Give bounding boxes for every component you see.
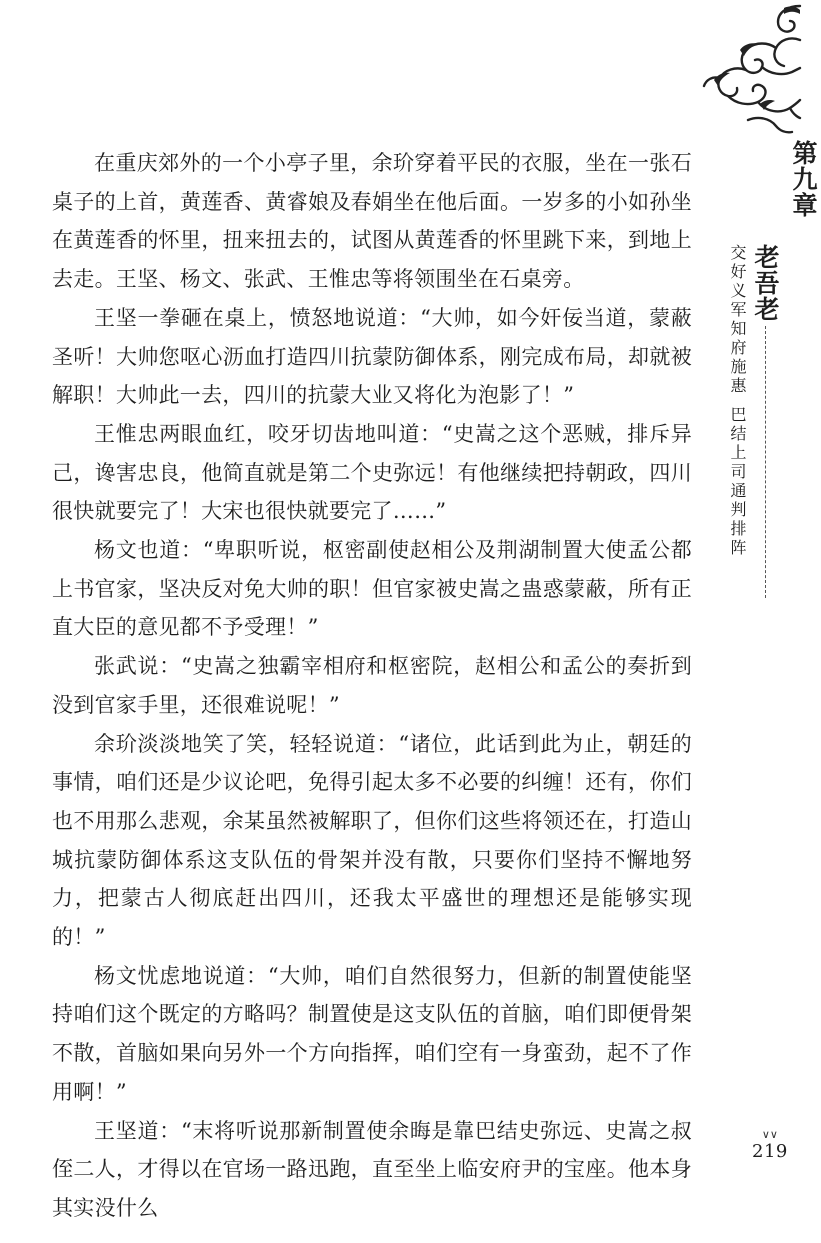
paragraph: 张武说：“史嵩之独霸宰相府和枢密院，赵相公和孟公的奏折到没到官家手里，还很难说呢！” <box>52 654 692 717</box>
paragraph: 在重庆郊外的一个小亭子里，余玠穿着平民的衣服，坐在一张石桌子的上首，黄莲香、黄睿娘及春娟坐在他后面。一岁多的小如孙坐在黄莲香的怀里，扭来扭去的，试图从黄莲香的怀里跳下来，到地上去走。王坚、杨文、张武、王惟忠等将领围坐在石桌旁。 <box>52 151 692 292</box>
paragraph: 余玠淡淡地笑了笑，轻轻说道：“诸位，此话到此为止，朝廷的事情，咱们还是少议论吧，免得引起太多不必要的纠缠！还有，你们也不用那么悲观，余某虽然被解职了，但你们这些将领还在，打造山城抗蒙防御体系这支队伍的骨架并没有散，只要你们坚持不懈地努力，把蒙古人彻底赶出四川，还我太平盛世的理想还是能够实现的！” <box>52 731 692 950</box>
chapter-number: 第九章 <box>789 140 818 218</box>
paragraph: 杨文也道：“卑职听说，枢密副使赵相公及荆湖制置大使孟公都上书官家，坚决反对免大帅的职！但官家被史嵩之蛊惑蒙蔽，所有正直大臣的意见都不予受理！” <box>52 538 692 640</box>
chapter-subtitle <box>728 244 747 558</box>
main-text <box>52 144 692 1228</box>
subtitle-part-2: 巴结上司通判排阵 <box>728 406 747 558</box>
chevron-down-icon: ∨∨ <box>761 1128 778 1141</box>
paragraph: 王坚道：“末将听说那新制置使余晦是靠巴结史弥远、史嵩之叔侄二人，才得以在官场一路迅跑，直至坐上临安府尹的宝座。他本身其实没什么 <box>52 1118 692 1220</box>
paragraph: 王坚一拳砸在桌上，愤怒地说道：“大帅，如今奸佞当道，蒙蔽圣听！大帅您呕心沥血打造四川抗蒙防御体系，刚完成布局，却就被解职！大帅此一去，四川的抗蒙大业又将化为泡影了！” <box>52 305 692 408</box>
title-divider <box>765 326 766 598</box>
page-number: 219 <box>752 1141 788 1162</box>
chapter-title: 老吾老 <box>751 244 780 322</box>
chapter-title-group <box>747 244 783 598</box>
paragraph: 杨文忧虑地说道：“大帅，咱们自然很努力，但新的制置使能坚持咱们这个既定的方略吗？制置使是这支队伍的首脑，咱们即便骨架不散，首脑如果向另外一个方向指挥，咱们空有一身蛮劲，起不了作用啊！” <box>52 963 692 1104</box>
page-footer <box>752 1128 788 1162</box>
subtitle-part-1: 交好义军知府施惠 <box>728 244 747 396</box>
running-header <box>728 140 821 598</box>
chapter-subtitles <box>728 244 747 558</box>
paragraph: 王惟忠两眼血红，咬牙切齿地叫道：“史嵩之这个恶贼，排斥异己，谗害忠良，他简直就是第二个史弥远！有他继续把持朝政，四川很快就要完了！大宋也很快就要完了……” <box>52 421 692 524</box>
cloud-ornament <box>700 0 800 135</box>
